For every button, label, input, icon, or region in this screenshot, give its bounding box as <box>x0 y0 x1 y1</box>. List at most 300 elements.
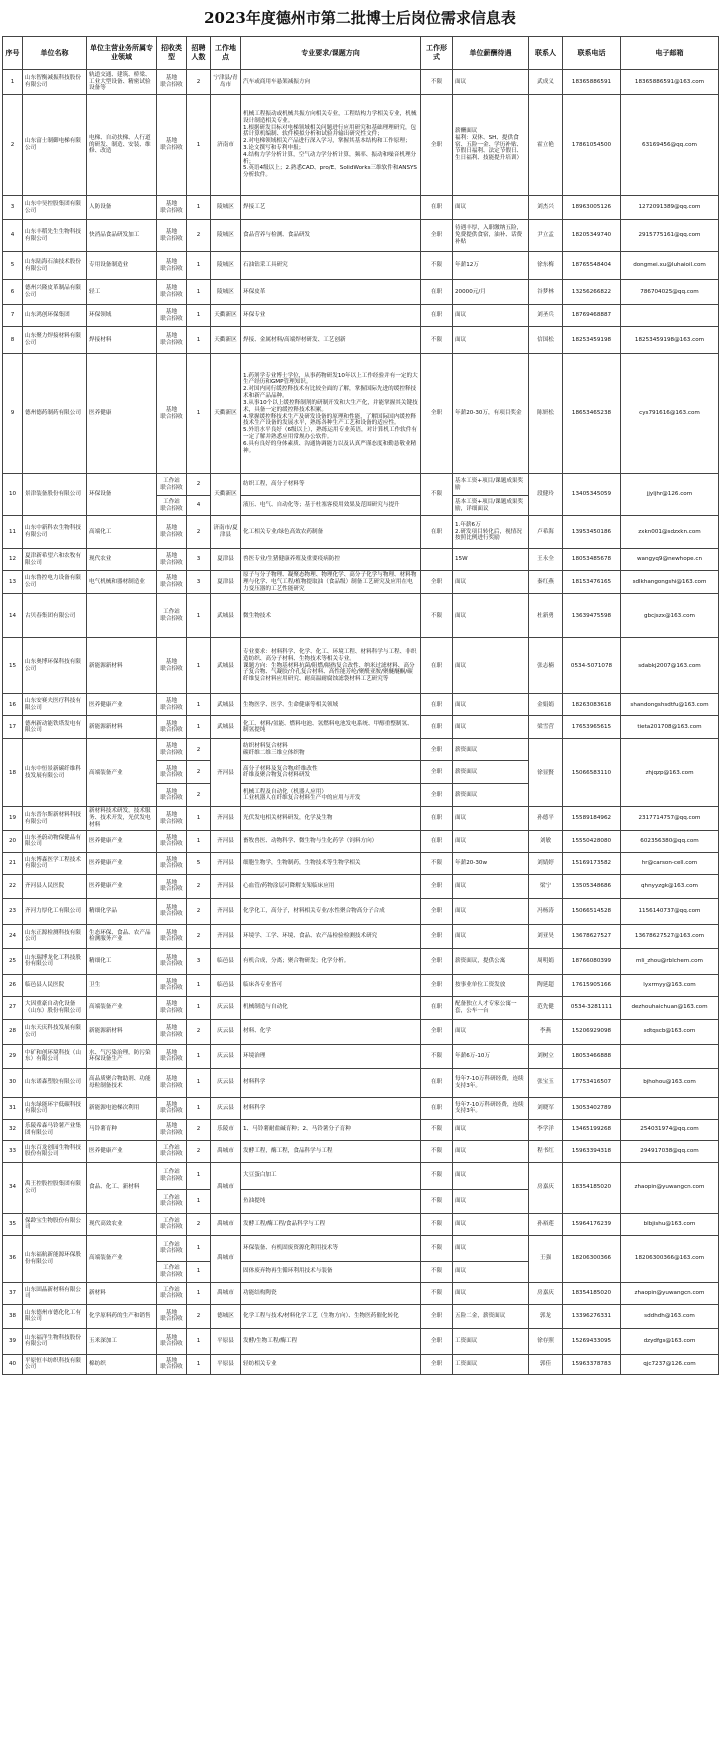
company-name-cell: 齐河力厚化工有限公司 <box>23 898 87 924</box>
recruit-type-cell: 工作站 联合招收 <box>157 474 187 496</box>
table-row <box>3 1304 719 1328</box>
work-place-cell: 陵城区 <box>211 220 241 252</box>
table-row <box>3 924 719 948</box>
work-place-cell: 乐陵市 <box>211 1119 241 1140</box>
company-name-cell: 山东中恒景新碳纤维科技发展有限公司 <box>23 739 87 807</box>
table-row <box>3 996 719 1019</box>
business-field-cell: 新能源电池梯次利用 <box>87 1097 157 1119</box>
business-field-cell: 高端化工 <box>87 516 157 549</box>
headcount-cell: 1 <box>187 252 211 280</box>
contact-person-cell: 王强 <box>529 1235 563 1282</box>
positions-table <box>2 36 719 1375</box>
email-cell: dongmei.xu@luhaioil.com <box>621 252 719 280</box>
phone-cell: 13639475598 <box>563 594 621 638</box>
salary-cell: 面议 <box>453 1162 529 1189</box>
work-form-cell: 在职 <box>421 516 453 549</box>
salary-cell: 按事业单位工资发放 <box>453 974 529 996</box>
table-row <box>3 252 719 280</box>
row-number-cell: 10 <box>3 474 23 516</box>
company-name-cell: 山东博森医学工程技术有限公司 <box>23 852 87 874</box>
major-requirement-cell: 细胞生物学，生物制药，生物技术等生物学相关 <box>241 852 421 874</box>
contact-person-cell: 卢希海 <box>529 516 563 549</box>
salary-cell: 面议 <box>453 594 529 638</box>
row-number-cell: 35 <box>3 1213 23 1235</box>
major-requirement-cell: 生物医学、医学、生命健康等相关领域 <box>241 694 421 716</box>
email-cell: shandongshsdtfu@163.com <box>621 694 719 716</box>
major-requirement-cell: 化工、材料/氢能、燃料电池、氢燃料电池发电系统、甲醇重整制氢、制氢提纯 <box>241 716 421 739</box>
salary-cell: 面议 <box>453 638 529 694</box>
table-row <box>3 898 719 924</box>
table-row <box>3 1044 719 1068</box>
phone-cell: 13396276331 <box>563 1304 621 1328</box>
salary-cell: 年薪20-30万，有项目奖金 <box>453 354 529 474</box>
table-row <box>3 1328 719 1354</box>
work-place-cell: 平原县 <box>211 1354 241 1374</box>
email-cell: 63169456@qq.com <box>621 95 719 196</box>
work-place-cell: 天衢新区 <box>211 474 241 516</box>
recruit-type-cell: 基地 联合招收 <box>157 220 187 252</box>
email-cell: 254031974@qq.com <box>621 1119 719 1140</box>
company-name-cell: 平原恒丰纺织科技有限公司 <box>23 1354 87 1374</box>
salary-cell: 基本工资+项目/课题成果奖励，详细面议 <box>453 496 529 516</box>
salary-cell: 配备独立人才专家公寓一套，公车一台 <box>453 996 529 1019</box>
email-cell: dzydfgs@163.com <box>621 1328 719 1354</box>
salary-cell: 面议 <box>453 1261 529 1282</box>
salary-cell: 面议 <box>453 1119 529 1140</box>
email-cell: gbcjszx@163.com <box>621 594 719 638</box>
work-place-cell: 禹城市 <box>211 1140 241 1162</box>
recruit-type-cell: 工作站 联合招收 <box>157 1235 187 1261</box>
major-requirement-cell: 发酵/生物工程/酶工程 <box>241 1328 421 1354</box>
phone-cell: 15169173582 <box>563 852 621 874</box>
major-requirement-cell: 专业要求：材料科学、化学、化工、环境工程、材料科学与工程、非织造纺织、高分子材料、生物技术等相关专业。 课题方向：生物基材料抗菌/阻燃/隔热复合改性、纳米过滤材料、高分子复合物、气凝胶/介孔复合材料、高性能芳纶/聚酰亚胺/聚醚醚酮/碳纤维复合材料应用研究、耐高温耐腐蚀滤袋材料工艺研究等 <box>241 638 421 694</box>
company-name-cell: 山东天庆科技发展有限公司 <box>23 1019 87 1044</box>
major-requirement-cell: 纺织工程，高分子材料等 <box>241 474 421 496</box>
major-requirement-cell: 心血管/药物涂层可降解支架临床应用 <box>241 874 421 898</box>
recruit-type-cell: 基地 联合招收 <box>157 571 187 594</box>
salary-cell: 20000元/月 <box>453 280 529 305</box>
contact-person-cell: 房嘉庆 <box>529 1162 563 1213</box>
phone-cell: 0534-3281111 <box>563 996 621 1019</box>
contact-person-cell: 刘婧婷 <box>529 852 563 874</box>
table-row <box>3 196 719 220</box>
company-name-cell: 山东福洋生物科技股份有限公司 <box>23 1328 87 1354</box>
contact-person-cell: 段健玲 <box>529 474 563 516</box>
recruit-type-cell: 基地 联合招收 <box>157 1328 187 1354</box>
column-header: 专业要求/课题方向 <box>241 37 421 70</box>
phone-cell: 18765548404 <box>563 252 621 280</box>
recruit-type-cell: 基地 联合招收 <box>157 196 187 220</box>
work-place-cell: 陵城区 <box>211 252 241 280</box>
work-place-cell: 庆云县 <box>211 1019 241 1044</box>
headcount-cell: 1 <box>187 974 211 996</box>
recruit-type-cell: 基地 联合招收 <box>157 807 187 830</box>
column-header: 单位薪酬待遇 <box>453 37 529 70</box>
recruit-type-cell: 工作站 联合招收 <box>157 1140 187 1162</box>
recruit-type-cell: 工作站 联合招收 <box>157 594 187 638</box>
headcount-cell: 2 <box>187 784 211 807</box>
work-form-cell: 全职 <box>421 1328 453 1354</box>
column-header: 工作形式 <box>421 37 453 70</box>
work-form-cell: 不限 <box>421 852 453 874</box>
major-requirement-cell: 化学化工，高分子，材料相关专业/水性聚合物高分子合成 <box>241 898 421 924</box>
work-place-cell: 齐河县 <box>211 898 241 924</box>
recruit-type-cell: 基地 联合招收 <box>157 948 187 974</box>
contact-person-cell: 陈妍松 <box>529 354 563 474</box>
table-row <box>3 1068 719 1097</box>
work-form-cell: 全职 <box>421 739 453 761</box>
headcount-cell: 2 <box>187 898 211 924</box>
recruit-type-cell: 基地 联合招收 <box>157 1354 187 1374</box>
row-number-cell: 16 <box>3 694 23 716</box>
business-field-cell: 高端装备产业 <box>87 1235 157 1282</box>
headcount-cell: 2 <box>187 874 211 898</box>
contact-person-cell: 王永全 <box>529 549 563 571</box>
recruit-type-cell: 基地 联合招收 <box>157 1019 187 1044</box>
company-name-cell: 山东瑞博龙化工科技股份有限公司 <box>23 948 87 974</box>
major-requirement-cell: 1、马铃薯耐盐碱育种；2、马铃薯分子育种 <box>241 1119 421 1140</box>
phone-cell: 17861054500 <box>563 95 621 196</box>
work-form-cell: 不限 <box>421 1140 453 1162</box>
company-name-cell: 山东奥博环保科技有限公司 <box>23 638 87 694</box>
work-form-cell: 全职 <box>421 924 453 948</box>
work-form-cell: 全职 <box>421 220 453 252</box>
email-cell: sddhdh@163.com <box>621 1304 719 1328</box>
work-form-cell: 在职 <box>421 716 453 739</box>
phone-cell: 18963005126 <box>563 196 621 220</box>
headcount-cell: 1 <box>187 354 211 474</box>
row-number-cell: 40 <box>3 1354 23 1374</box>
email-cell: blbjishu@163.com <box>621 1213 719 1235</box>
business-field-cell: 棉纺织 <box>87 1354 157 1374</box>
major-requirement-cell: 环保专业 <box>241 305 421 327</box>
email-cell: wangyq9@newhope.cn <box>621 549 719 571</box>
row-number-cell: 4 <box>3 220 23 252</box>
work-place-cell: 临邑县 <box>211 948 241 974</box>
salary-cell: 面议 <box>453 196 529 220</box>
recruit-type-cell: 工作站 联合招收 <box>157 1261 187 1282</box>
column-header: 电子邮箱 <box>621 37 719 70</box>
phone-cell: 13678627527 <box>563 924 621 948</box>
headcount-cell: 1 <box>187 280 211 305</box>
email-cell: 2915775161@qq.com <box>621 220 719 252</box>
headcount-cell: 1 <box>187 327 211 354</box>
salary-cell: 面议 <box>453 571 529 594</box>
email-cell: 18206300366@163.com <box>621 1235 719 1282</box>
contact-person-cell: 李学洋 <box>529 1119 563 1140</box>
email-cell: lyxrmyy@163.com <box>621 974 719 996</box>
work-form-cell: 全职 <box>421 1354 453 1374</box>
company-name-cell: 山东聚力焊接材料有限公司 <box>23 327 87 354</box>
headcount-cell: 1 <box>187 1354 211 1374</box>
work-form-cell: 在职 <box>421 694 453 716</box>
row-number-cell: 27 <box>3 996 23 1019</box>
work-form-cell: 在职 <box>421 996 453 1019</box>
salary-cell: 面议 <box>453 1235 529 1261</box>
recruit-type-cell: 基地 联合招收 <box>157 974 187 996</box>
company-name-cell: 中矿和创环境科技（山东）有限公司 <box>23 1044 87 1068</box>
recruit-type-cell: 基地 联合招收 <box>157 549 187 571</box>
contact-person-cell: 尹立孟 <box>529 220 563 252</box>
email-cell: cys791616@163.com <box>621 354 719 474</box>
business-field-cell: 焊接材料 <box>87 327 157 354</box>
phone-cell: 15066583110 <box>563 739 621 807</box>
major-requirement-cell: 高分子材料及复合物/纤维改性 纤维及聚合物复合材料研发 <box>241 761 421 784</box>
recruit-type-cell: 工作站 联合招收 <box>157 1282 187 1304</box>
work-form-cell: 不限 <box>421 594 453 638</box>
salary-cell: 面议 <box>453 716 529 739</box>
email-cell: zhaopin@yuwangcn.com <box>621 1162 719 1213</box>
company-name-cell: 山东鲁控电力设备有限公司 <box>23 571 87 594</box>
work-place-cell: 济南市 <box>211 95 241 196</box>
work-place-cell: 禹城市 <box>211 1162 241 1213</box>
column-header: 单位主营业务所属专业领域 <box>87 37 157 70</box>
row-number-cell: 13 <box>3 571 23 594</box>
phone-cell: 13953450186 <box>563 516 621 549</box>
phone-cell: 18253459198 <box>563 327 621 354</box>
business-field-cell: 精细化工 <box>87 948 157 974</box>
table-row <box>3 974 719 996</box>
headcount-cell: 1 <box>187 305 211 327</box>
phone-cell: 18053466888 <box>563 1044 621 1068</box>
table-row <box>3 830 719 852</box>
business-field-cell: 快消品食品研发加工 <box>87 220 157 252</box>
row-number-cell: 38 <box>3 1304 23 1328</box>
phone-cell: 17615905166 <box>563 974 621 996</box>
recruit-type-cell: 基地 联合招收 <box>157 898 187 924</box>
company-name-cell: 山东圣蔚动物保健品有限公司 <box>23 830 87 852</box>
column-header: 招收类型 <box>157 37 187 70</box>
business-field-cell: 电气机械和器材制造业 <box>87 571 157 594</box>
recruit-type-cell: 基地 联合招收 <box>157 996 187 1019</box>
table-row <box>3 549 719 571</box>
company-name-cell: 山东正源检测科技有限公司 <box>23 924 87 948</box>
email-cell: qhnyyzgk@163.com <box>621 874 719 898</box>
email-cell <box>621 305 719 327</box>
headcount-cell: 2 <box>187 1304 211 1328</box>
salary-cell: 薪资面议 <box>453 761 529 784</box>
business-field-cell: 医养健康产业 <box>87 694 157 716</box>
work-form-cell: 不限 <box>421 1162 453 1189</box>
business-field-cell: 医养健康产业 <box>87 1140 157 1162</box>
salary-cell: 年薪12万 <box>453 252 529 280</box>
table-row <box>3 874 719 898</box>
row-number-cell: 7 <box>3 305 23 327</box>
work-form-cell: 在职 <box>421 280 453 305</box>
column-header: 联系人 <box>529 37 563 70</box>
row-number-cell: 20 <box>3 830 23 852</box>
row-number-cell: 33 <box>3 1140 23 1162</box>
phone-cell: 17653965615 <box>563 716 621 739</box>
email-cell: 1156140737@qq.com <box>621 898 719 924</box>
table-row <box>3 1213 719 1235</box>
row-number-cell: 36 <box>3 1235 23 1282</box>
contact-person-cell: 刘亚昊 <box>529 924 563 948</box>
business-field-cell: 环保领域 <box>87 305 157 327</box>
headcount-cell: 1 <box>187 1189 211 1213</box>
company-name-cell: 山东百龙创园生物科技股份有限公司 <box>23 1140 87 1162</box>
phone-cell: 18653465238 <box>563 354 621 474</box>
headcount-cell: 2 <box>187 516 211 549</box>
recruit-type-cell: 基地 联合招收 <box>157 327 187 354</box>
major-requirement-cell: 化工相关专业/绿色高效农药制备 <box>241 516 421 549</box>
contact-person-cell: 房嘉庆 <box>529 1282 563 1304</box>
email-cell <box>621 1097 719 1119</box>
work-place-cell: 庆云县 <box>211 1068 241 1097</box>
business-field-cell: 新材料 <box>87 1282 157 1304</box>
major-requirement-cell: 1.药剂学专业博士学位，从事药物研发10年以上工作经验并有一定的大生产经历和GMP管理知识。 2.对国内同行缓控释技术有比较全面的了解，掌握国际先进的缓控释技术和新产品品种。 3.从事10个以上缓控释制剂的研制开发和大生产化，并能掌握其关键技术，具备一定的缓控释技术积累。 4.掌握缓控释技术生产及研发设备的原理和性能，了解国际国内缓控释技术生产设备的发展水平，熟练各种生产工艺和设备的适应性。 5.外语水平良好（6级以上），熟练运用专业英语，对计算机工作软件有一定了解并熟悉应用常规办公软件。 6.具有良好的身体素质、沟通协调能力以及认真严谨态度和勤恳敬业精神。 <box>241 354 421 474</box>
recruit-type-cell: 基地 联合招收 <box>157 252 187 280</box>
work-place-cell: 齐河县 <box>211 739 241 807</box>
email-cell: mli_zhou@rblchem.com <box>621 948 719 974</box>
contact-person-cell: 冯杨涛 <box>529 898 563 924</box>
table-row <box>3 220 719 252</box>
work-place-cell: 庆云县 <box>211 1044 241 1068</box>
business-field-cell: 精细化学品 <box>87 898 157 924</box>
work-place-cell: 齐河县 <box>211 807 241 830</box>
contact-person-cell: 刘树立 <box>529 1044 563 1068</box>
column-header: 招聘人数 <box>187 37 211 70</box>
work-place-cell: 天衢新区 <box>211 305 241 327</box>
business-field-cell <box>87 594 157 638</box>
work-form-cell: 全职 <box>421 571 453 594</box>
major-requirement-cell: 食品营养与检测、食品研发 <box>241 220 421 252</box>
phone-cell: 13465199268 <box>563 1119 621 1140</box>
major-requirement-cell: 临床各专业皆可 <box>241 974 421 996</box>
business-field-cell: 新能源新材料 <box>87 1019 157 1044</box>
contact-person-cell: 张志楠 <box>529 638 563 694</box>
business-field-cell: 专用设备制造业 <box>87 252 157 280</box>
work-form-cell: 在职 <box>421 638 453 694</box>
recruit-type-cell: 基地 联合招收 <box>157 924 187 948</box>
row-number-cell: 34 <box>3 1162 23 1213</box>
work-place-cell: 天衢新区 <box>211 354 241 474</box>
work-form-cell: 在职 <box>421 1068 453 1097</box>
business-field-cell: 卫生 <box>87 974 157 996</box>
contact-person-cell: 范先健 <box>529 996 563 1019</box>
headcount-cell: 3 <box>187 948 211 974</box>
contact-person-cell: 谷梦林 <box>529 280 563 305</box>
salary-cell: 工资面议 <box>453 1328 529 1354</box>
work-place-cell: 临邑县 <box>211 974 241 996</box>
email-cell: jjyljhr@126.com <box>621 474 719 516</box>
phone-cell: 15206929098 <box>563 1019 621 1044</box>
major-requirement-cell: 纺织材料复合材料 碳纤维二维三维立体织物 <box>241 739 421 761</box>
work-place-cell: 禹城市 <box>211 1235 241 1282</box>
row-number-cell: 2 <box>3 95 23 196</box>
row-number-cell: 28 <box>3 1019 23 1044</box>
business-field-cell: 马铃薯育种 <box>87 1119 157 1140</box>
headcount-cell: 1 <box>187 196 211 220</box>
company-name-cell: 山东德州市德化化工有限公司 <box>23 1304 87 1328</box>
headcount-cell: 4 <box>187 496 211 516</box>
headcount-cell: 2 <box>187 474 211 496</box>
table-row <box>3 305 719 327</box>
salary-cell: 薪酬面议 福利：双休、SH、提供食宿、五险一金、学历补贴、节假日福利、法定节假日、生日福利、技能提升培训） <box>453 95 529 196</box>
business-field-cell: 轻工 <box>87 280 157 305</box>
email-cell: qjc7237@126.com <box>621 1354 719 1374</box>
phone-cell: 18153476165 <box>563 571 621 594</box>
recruit-type-cell: 工作站 联合招收 <box>157 1213 187 1235</box>
phone-cell: 13053402789 <box>563 1097 621 1119</box>
work-form-cell: 不限 <box>421 327 453 354</box>
headcount-cell: 2 <box>187 1213 211 1235</box>
work-place-cell: 庆云县 <box>211 1097 241 1119</box>
salary-cell: 15W <box>453 549 529 571</box>
table-row <box>3 638 719 694</box>
work-form-cell: 不限 <box>421 70 453 95</box>
major-requirement-cell: 光伏发电相关材料研发，化学及生物 <box>241 807 421 830</box>
recruit-type-cell: 基地 联合招收 <box>157 694 187 716</box>
headcount-cell: 1 <box>187 996 211 1019</box>
headcount-cell: 3 <box>187 549 211 571</box>
company-name-cell: 保龄宝生物股份有限公司 <box>23 1213 87 1235</box>
business-field-cell: 现代农业 <box>87 549 157 571</box>
work-form-cell: 全职 <box>421 898 453 924</box>
business-field-cell: 高品质聚合物助剂、功能母粒制备技术 <box>87 1068 157 1097</box>
business-field-cell: 医养健康产业 <box>87 830 157 852</box>
table-row <box>3 1119 719 1140</box>
recruit-type-cell: 基地 联合招收 <box>157 852 187 874</box>
row-number-cell: 8 <box>3 327 23 354</box>
contact-person-cell: 李燕 <box>529 1019 563 1044</box>
contact-person-cell: 徐东梅 <box>529 252 563 280</box>
headcount-cell: 1 <box>187 830 211 852</box>
salary-cell: 薪资面议 <box>453 784 529 807</box>
table-row <box>3 1162 719 1189</box>
salary-cell: 面议 <box>453 1213 529 1235</box>
business-field-cell: 轨道交通、建筑、桥梁、工业大型设备、精密试验设备等 <box>87 70 157 95</box>
row-number-cell: 29 <box>3 1044 23 1068</box>
recruit-type-cell: 工作站 联合招收 <box>157 1189 187 1213</box>
salary-cell: 每年7-10万科研经费，连续支持3年。 <box>453 1097 529 1119</box>
salary-cell: 五险二金，薪资面议 <box>453 1304 529 1328</box>
business-field-cell: 现代高效农业 <box>87 1213 157 1235</box>
work-place-cell: 齐河县 <box>211 874 241 898</box>
work-form-cell: 在职 <box>421 305 453 327</box>
salary-cell: 薪资面议 <box>453 739 529 761</box>
business-field-cell: 环保设备 <box>87 474 157 516</box>
column-header: 单位名称 <box>23 37 87 70</box>
contact-person-cell: 张宝玉 <box>529 1068 563 1097</box>
salary-cell: 基本工资+项目/课题成果奖励 <box>453 474 529 496</box>
row-number-cell: 26 <box>3 974 23 996</box>
salary-cell: 薪资面议，提供公寓 <box>453 948 529 974</box>
table-row <box>3 594 719 638</box>
business-field-cell: 水、气污染治理，防污染环保设备生产 <box>87 1044 157 1068</box>
contact-person-cell: 梁雪营 <box>529 716 563 739</box>
phone-cell: 18206300366 <box>563 1235 621 1282</box>
salary-cell: 工资面议 <box>453 1354 529 1374</box>
company-name-cell: 大因重豪自动化设备（山东）股份有限公司 <box>23 996 87 1019</box>
phone-cell: 18354185020 <box>563 1162 621 1213</box>
email-cell: 294917038@qq.com <box>621 1140 719 1162</box>
table-row <box>3 948 719 974</box>
contact-person-cell: 孙裕莲 <box>529 1213 563 1235</box>
business-field-cell: 生态环保、食品、农产品检测服务产业 <box>87 924 157 948</box>
salary-cell: 年薪20-30w <box>453 852 529 874</box>
contact-person-cell: 周明娟 <box>529 948 563 974</box>
table-row <box>3 327 719 354</box>
recruit-type-cell: 基地 联合招收 <box>157 1119 187 1140</box>
phone-cell: 15589184962 <box>563 807 621 830</box>
phone-cell: 18205349740 <box>563 220 621 252</box>
phone-cell: 15963394318 <box>563 1140 621 1162</box>
row-number-cell: 21 <box>3 852 23 874</box>
salary-cell: 年薪6万-10万 <box>453 1044 529 1068</box>
contact-person-cell: 刘敏 <box>529 830 563 852</box>
recruit-type-cell: 基地 联合招收 <box>157 1068 187 1097</box>
